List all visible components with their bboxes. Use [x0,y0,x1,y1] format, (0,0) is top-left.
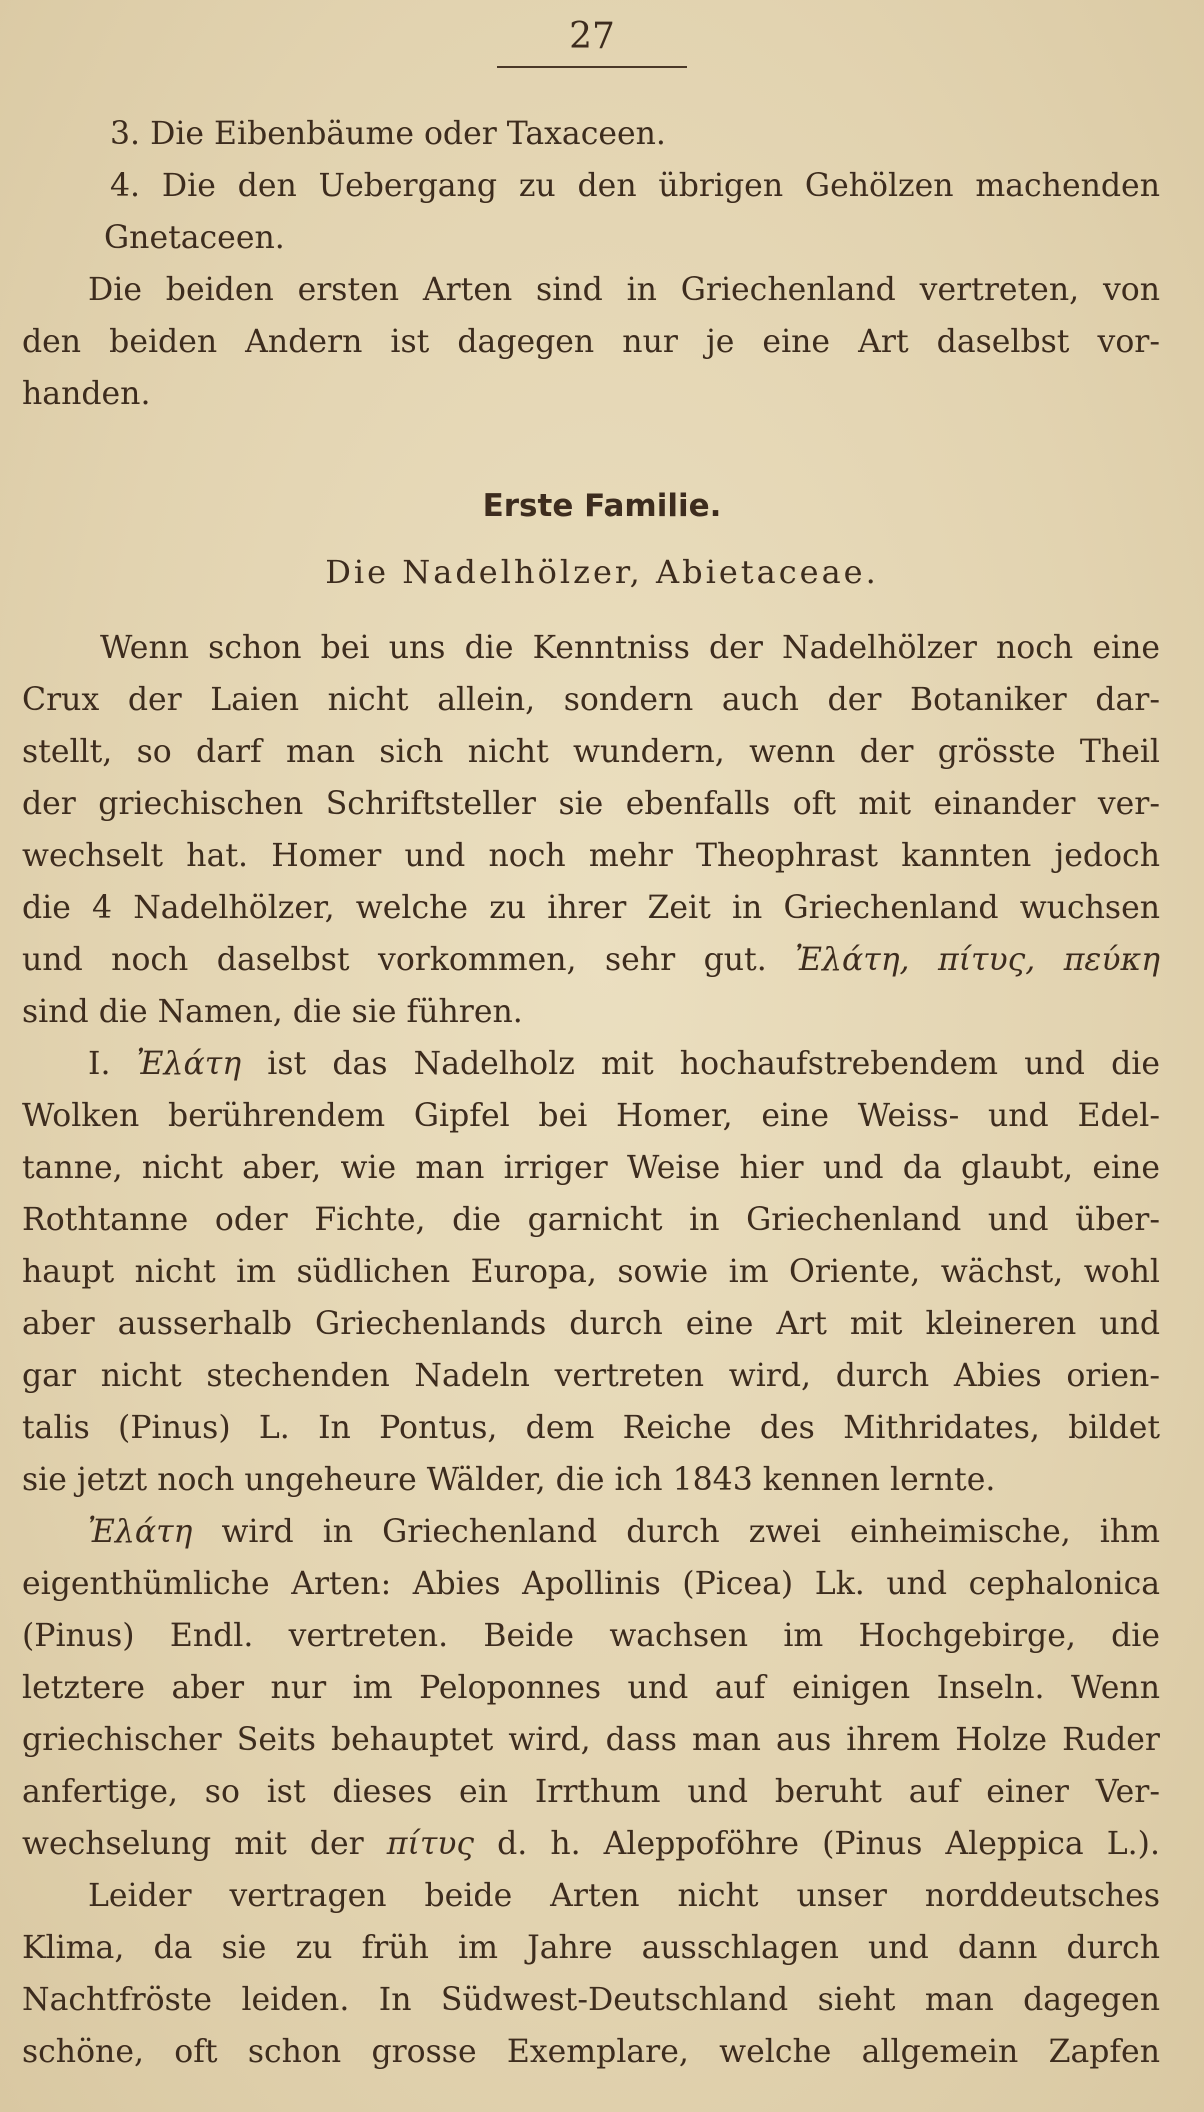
para4-line-3: Nachtfröste leiden. In Südwest-Deutschland sieht man dagegen [22,1982,1160,2018]
para1-line-8: sind die Namen, die sie führen. [22,994,523,1030]
para1-line-7-text: und noch daselbst vorkommen, sehr gut. [22,942,767,978]
para2-greek-term: Ἐλάτη [136,1046,242,1082]
para2-line-1-rest: ist das Nadelholz mit hochaufstrebendem und die [267,1046,1161,1082]
para1-line-2: Crux der Laien nicht allein, sondern auch der Botaniker dar- [22,682,1160,718]
para2-line-4: Rothtanne oder Fichte, die garnicht in Griechenland und über- [22,1202,1160,1238]
para3-greek-pitys: πίτυς [386,1826,475,1862]
para1-line-6: die 4 Nadelhölzer, welche zu ihrer Zeit in Griechenland wuchsen [22,890,1160,926]
list-item-3: 3. Die Eibenbäume oder Taxaceen. [110,116,666,152]
para1-line-3: stellt, so darf man sich nicht wundern, wenn der grösste Theil [22,734,1160,770]
para3-greek-term: Ἐλάτη [88,1514,193,1550]
list-item-4-continuation: Gnetaceen. [104,220,285,256]
para3-line-5: griechischer Seits behauptet wird, dass man aus ihrem Holze Ruder [22,1722,1160,1758]
para2-line-5: haupt nicht im südlichen Europa, sowie im Oriente, wächst, wohl [22,1254,1160,1290]
para1-greek-names: Ἐλάτη, πίτυς, πεύκη [795,942,1161,978]
header-rule [497,66,687,68]
para2-line-3: tanne, nicht aber, wie man irriger Weise hier und da glaubt, eine [22,1150,1160,1186]
para2-line-8: talis (Pinus) L. In Pontus, dem Reiche des Mithridates, bildet [22,1410,1160,1446]
body-text [22,622,1160,2078]
intro-line-3: handen. [22,376,151,412]
para2-line-9: sie jetzt noch ungeheure Wälder, die ich 1843 kennen lernte. [22,1462,996,1498]
para3-line-1-rest: wird in Griechenland durch zwei einheimische, ihm [221,1514,1160,1550]
page-number: 27 [569,16,615,57]
intro-block [22,108,1160,420]
para4-line-2: Klima, da sie zu früh im Jahre ausschlagen und dann durch [22,1930,1160,1966]
para3-line-2: eigenthümliche Arten: Abies Apollinis (Picea) Lk. und cephalonica [22,1566,1160,1602]
para1-line-1: Wenn schon bei uns die Kenntniss der Nadelhölzer noch eine [100,630,1160,666]
para3-line-7-before: wechselung mit der [22,1826,364,1862]
para3-line-7 [22,1818,1160,1870]
para2-number: I. [88,1046,111,1082]
family-subheading: Die Nadelhölzer, Abietaceae. [325,553,879,591]
para3-line-1 [22,1506,1160,1558]
family-heading: Erste Familie. [482,488,722,524]
para3-line-7-after: d. h. Aleppoföhre (Pinus Aleppica L.). [497,1826,1160,1862]
para3-line-4: letztere aber nur im Peloponnes und auf einigen Inseln. Wenn [22,1670,1160,1706]
para1-line-4: der griechischen Schriftsteller sie ebenfalls oft mit einander ver- [22,786,1160,822]
para4-line-1: Leider vertragen beide Arten nicht unser norddeutsches [88,1878,1160,1914]
para2-line-2: Wolken berührendem Gipfel bei Homer, eine Weiss- und Edel- [22,1098,1160,1134]
para2-line-7: gar nicht stechenden Nadeln vertreten wird, durch Abies orien- [22,1358,1160,1394]
para4-line-4: schöne, oft schon grosse Exemplare, welche allgemein Zapfen [22,2034,1160,2070]
intro-line-1: Die beiden ersten Arten sind in Griechenland vertreten, von [88,272,1160,308]
para2-line-1 [22,1038,1160,1090]
para3-line-6: anfertige, so ist dieses ein Irrthum und beruht auf einer Ver- [22,1774,1160,1810]
list-item-4: 4. Die den Uebergang zu den übrigen Gehölzen machenden [110,168,1160,204]
para1-line-5: wechselt hat. Homer und noch mehr Theophrast kannten jedoch [22,838,1160,874]
para1-line-7 [22,934,1160,986]
para2-line-6: aber ausserhalb Griechenlands durch eine Art mit kleineren und [22,1306,1160,1342]
intro-line-2: den beiden Andern ist dagegen nur je eine Art daselbst vor- [22,324,1160,360]
para3-line-3: (Pinus) Endl. vertreten. Beide wachsen im Hochgebirge, die [22,1618,1160,1654]
